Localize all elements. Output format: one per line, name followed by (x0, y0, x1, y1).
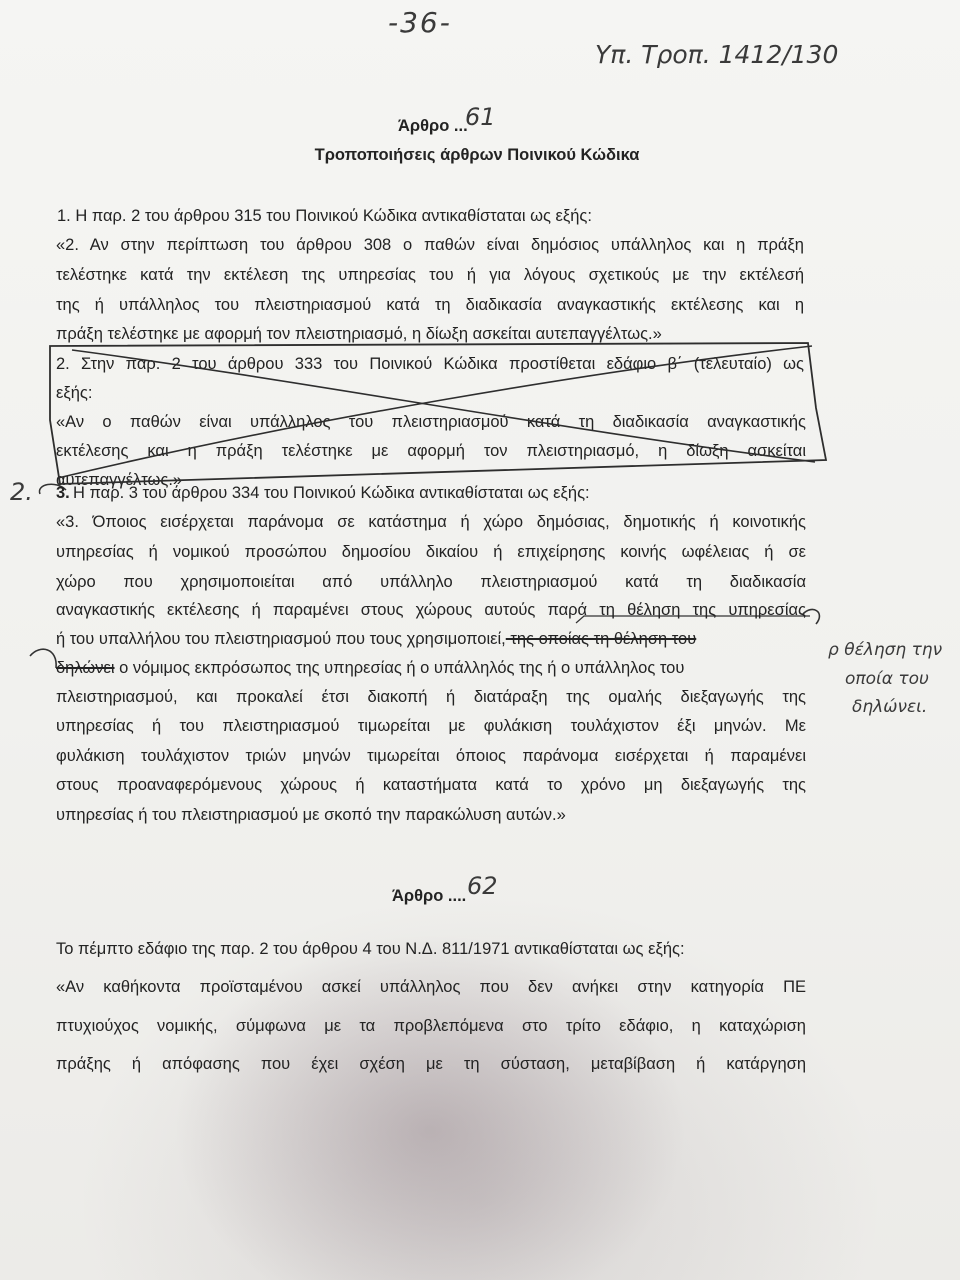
paragraph-3-line-11: υπηρεσίας ή του πλειστηριασμού με σκοπό την παρακώλυση αυτών.» (56, 806, 566, 824)
paragraph-3-marker: 3. (56, 484, 70, 502)
handwritten-margin-note-2: οποία του (845, 669, 929, 689)
deleted-paragraph-2-line-1: 2. Στην παρ. 2 του άρθρου 333 του Ποινικού Κώδικα προστίθεται εδάφιο β΄ (τελευταίο) ως (56, 355, 804, 373)
insertion-loop (30, 649, 56, 668)
article-2-line-2: πτυχιούχος νομικής, σύμφωνα με τα προβλεπόμενα στο τρίτο εδάφιο, η καταχώριση (56, 1017, 806, 1035)
deletion-cross-line-1 (72, 350, 815, 462)
article-2-line-1: «Αν καθήκοντα προϊσταμένου ασκεί υπάλληλος που δεν ανήκει στην κατηγορία ΠΕ (56, 978, 806, 996)
handwritten-renumber: 2. (10, 478, 33, 506)
deletion-cross-line-2 (58, 346, 812, 478)
paragraph-3-line-6-text: ο νόμιμος εκπρόσωπος της υπηρεσίας ή ο υπάλληλός της ή ο υπάλληλος του (114, 659, 685, 677)
deleted-paragraph-2-line-3: «Αν ο παθών είναι υπάλληλος του πλειστηριασμού κατά τη διαδικασία αναγκαστικής (56, 413, 806, 431)
paragraph-1-line-1: «2. Αν στην περίπτωση του άρθρου 308 ο παθών είναι δημόσιος υπάλληλος και η πράξη (56, 236, 804, 254)
paragraph-3-line-7: πλειστηριασμού, και προκαλεί έτσι διακοπή ή διατάραξη της ομαλής διεξαγωγής της (56, 688, 806, 706)
deleted-paragraph-2-line-2: εξής: (56, 384, 93, 402)
paragraph-3-line-5 (56, 630, 696, 649)
paragraph-1-line-3: της ή υπάλληλος του πλειστηριασμού κατά τη διαδικασία αναγκαστικής εκτέλεσης και η (56, 296, 804, 314)
article-2-line-3: πράξης ή απόφασης που έχει σχέση με τη σύσταση, μεταβίβαση ή κατάργηση (56, 1055, 806, 1073)
article-1-subtitle: Τροποποιήσεις άρθρων Ποινικού Κώδικα (314, 146, 640, 164)
paragraph-1-line-4: πράξη τελέστηκε με αφορμή τον πλειστηριασμό, η δίωξη ασκείται αυτεπαγγέλτως.» (56, 325, 662, 343)
paragraph-3-line-5-text: ή του υπαλλήλου του πλειστηριασμού που τους χρησιμοποιεί, (56, 630, 506, 648)
article-2-intro: Το πέμπτο εδάφιο της παρ. 2 του άρθρου 4 του Ν.Δ. 811/1971 αντικαθίσταται ως εξής: (56, 940, 685, 958)
handwritten-page-number: -36- (388, 6, 452, 39)
deleted-paragraph-2-line-4: εκτέλεσης και η πράξη τελέστηκε με αφορμή τον πλειστηριασμό, η δίωξη ασκείται (56, 442, 806, 460)
handwritten-margin-note-3: δηλώνει. (852, 697, 928, 717)
deleted-phrase-1: της οποίας τη θέληση του (505, 630, 697, 648)
paragraph-3-line-10: στους προαναφερόμενους χώρους ή καταστήματα κατά το χρόνο μη διεξαγωγής της (56, 776, 806, 794)
article-1-title-label: Άρθρο ... (398, 117, 468, 135)
article-2-title-label: Άρθρο .... (392, 887, 467, 905)
handwritten-margin-note-1: ρ θέληση την (828, 640, 943, 660)
paragraph-3-line-3: χώρο που χρησιμοποιείται από υπάλληλο πλειστηριασμού κατά τη διαδικασία (56, 573, 806, 591)
paragraph-3-line-1: «3. Όποιος εισέρχεται παράνομα σε κατάστημα ή χώρο δημόσιας, δημοτικής ή κοινοτικής (56, 513, 806, 531)
deleted-phrase-2: δηλώνει (56, 659, 115, 677)
article-2-title (392, 887, 466, 906)
paragraph-1-intro: 1. Η παρ. 2 του άρθρου 315 του Ποινικού Κώδικα αντικαθίσταται ως εξής: (57, 207, 592, 225)
paragraph-3-line-6 (56, 659, 684, 678)
paragraph-3-line-8: υπηρεσίας ή του πλειστηριασμού τιμωρείται με φυλάκιση τουλάχιστον έξι μηνών. Με (56, 717, 806, 735)
deleted-paragraph-2-line-5: αυτεπαγγέλτως.» (56, 471, 183, 489)
paragraph-3-line-2: υπηρεσίας ή νομικού προσώπου δημοσίου δικαίου ή επιχείρησης κοινής ωφέλειας ή σε (56, 543, 806, 561)
paragraph-3-intro: Η παρ. 3 του άρθρου 334 του Ποινικού Κώδικα αντικαθίσταται ως εξής: (73, 484, 590, 502)
paragraph-3-line-9: φυλάκιση τουλάχιστον τριών μηνών τιμωρείται όποιος παράνομα εισέρχεται ή παραμένει (56, 747, 806, 765)
handwritten-article-1-number: 61 (465, 103, 496, 131)
paragraph-3-line-4: αναγκαστικής εκτέλεσης ή παραμένει στους χώρους αυτούς παρά τη θέληση της υπηρεσίας (56, 601, 806, 619)
paragraph-1-line-2: τελέστηκε κατά την εκτέλεση της υπηρεσίας του ή για λόγους σχετικούς με την εκτέλεσή (56, 266, 804, 284)
handwritten-article-2-number: 62 (467, 872, 498, 900)
handwritten-amendment-reference: Υπ. Τροπ. 1412/130 (595, 40, 839, 69)
